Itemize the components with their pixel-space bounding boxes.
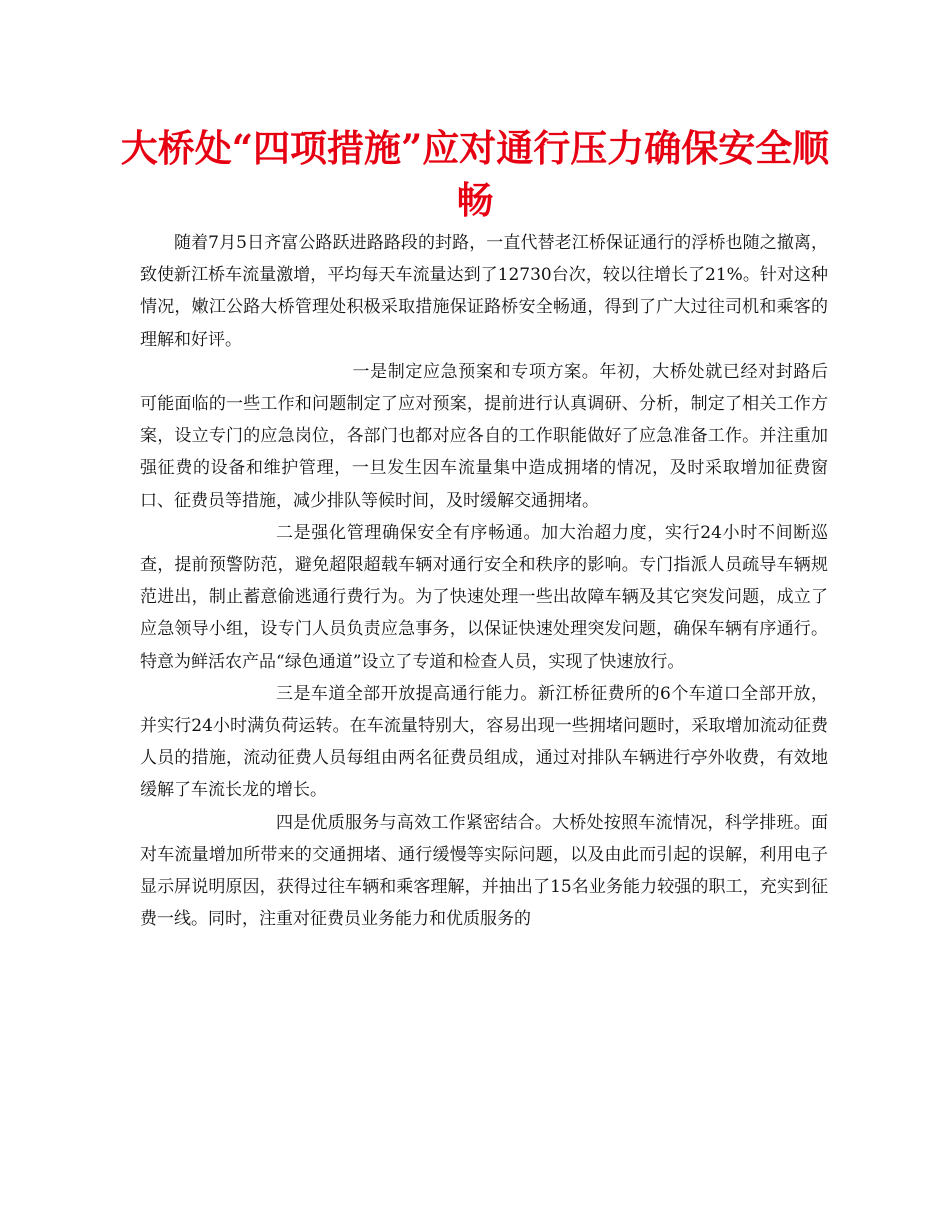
paragraph-measure-2: 二是强化管理确保安全有序畅通。加大治超力度，实行24小时不间断巡查，提前预警防范，避免超限超载车辆对通行安全和秩序的影响。专门指派人员疏导车辆规范进出，制止蓄意偷逃通行费行为。为了快速处理一些出故障车辆及其它突发问题，成立了应急领导小组，设专门人员负责应急事务，以保证快速处理突发问题，确保车辆有序通行。特意为鲜活农产品“绿色通道”设立了专道和检查人员，实现了快速放行。 — [140, 522, 828, 672]
paragraph-measure-3: 三是车道全部开放提高通行能力。新江桥征费所的6个车道口全部开放，并实行24小时满负荷运转。在车流量特别大，容易出现一些拥堵问题时，采取增加流动征费人员的措施，流动征费人员每组由两名征费员组成，通过对排队车辆进行亭外收费，有效地缓解了车流长龙的增长。 — [140, 683, 828, 801]
paragraph-intro: 随着7月5日齐富公路跃进路路段的封路，一直代替老江桥保证通行的浮桥也随之撤离，致使新江桥车流量激增，平均每天车流量达到了12730台次，较以往增长了21%。针对这种情况，嫩江公路大桥管理处积极采取措施保证路桥安全畅通，得到了广大过往司机和乘客的理解和好评。 — [140, 233, 828, 350]
document-title: 大桥处“四项措施”应对通行压力确保安全顺畅 — [120, 126, 830, 222]
paragraph-measure-4: 四是优质服务与高效工作紧密结合。大桥处按照车流情况，科学排班。面对车流量增加所带来的交通拥堵、通行缓慢等实际问题，以及由此而引起的误解，利用电子显示屏说明原因，获得过往车辆和乘客理解，并抽出了15名业务能力较强的职工，充实到征费一线。同时，注重对征费员业务能力和优质服务的 — [140, 812, 828, 930]
document-body — [140, 227, 828, 935]
paragraph-measure-1: 一是制定应急预案和专项方案。年初，大桥处就已经对封路后可能面临的一些工作和问题制定了应对预案，提前进行认真调研、分析，制定了相关工作方案，设立专门的应急岗位，各部门也都对应各自的工作职能做好了应急准备工作。并注重加强征费的设备和维护管理，一旦发生因车流量集中造成拥堵的情况，及时采取增加征费窗口、征费员等措施，减少排队等候时间，及时缓解交通拥堵。 — [140, 361, 828, 511]
